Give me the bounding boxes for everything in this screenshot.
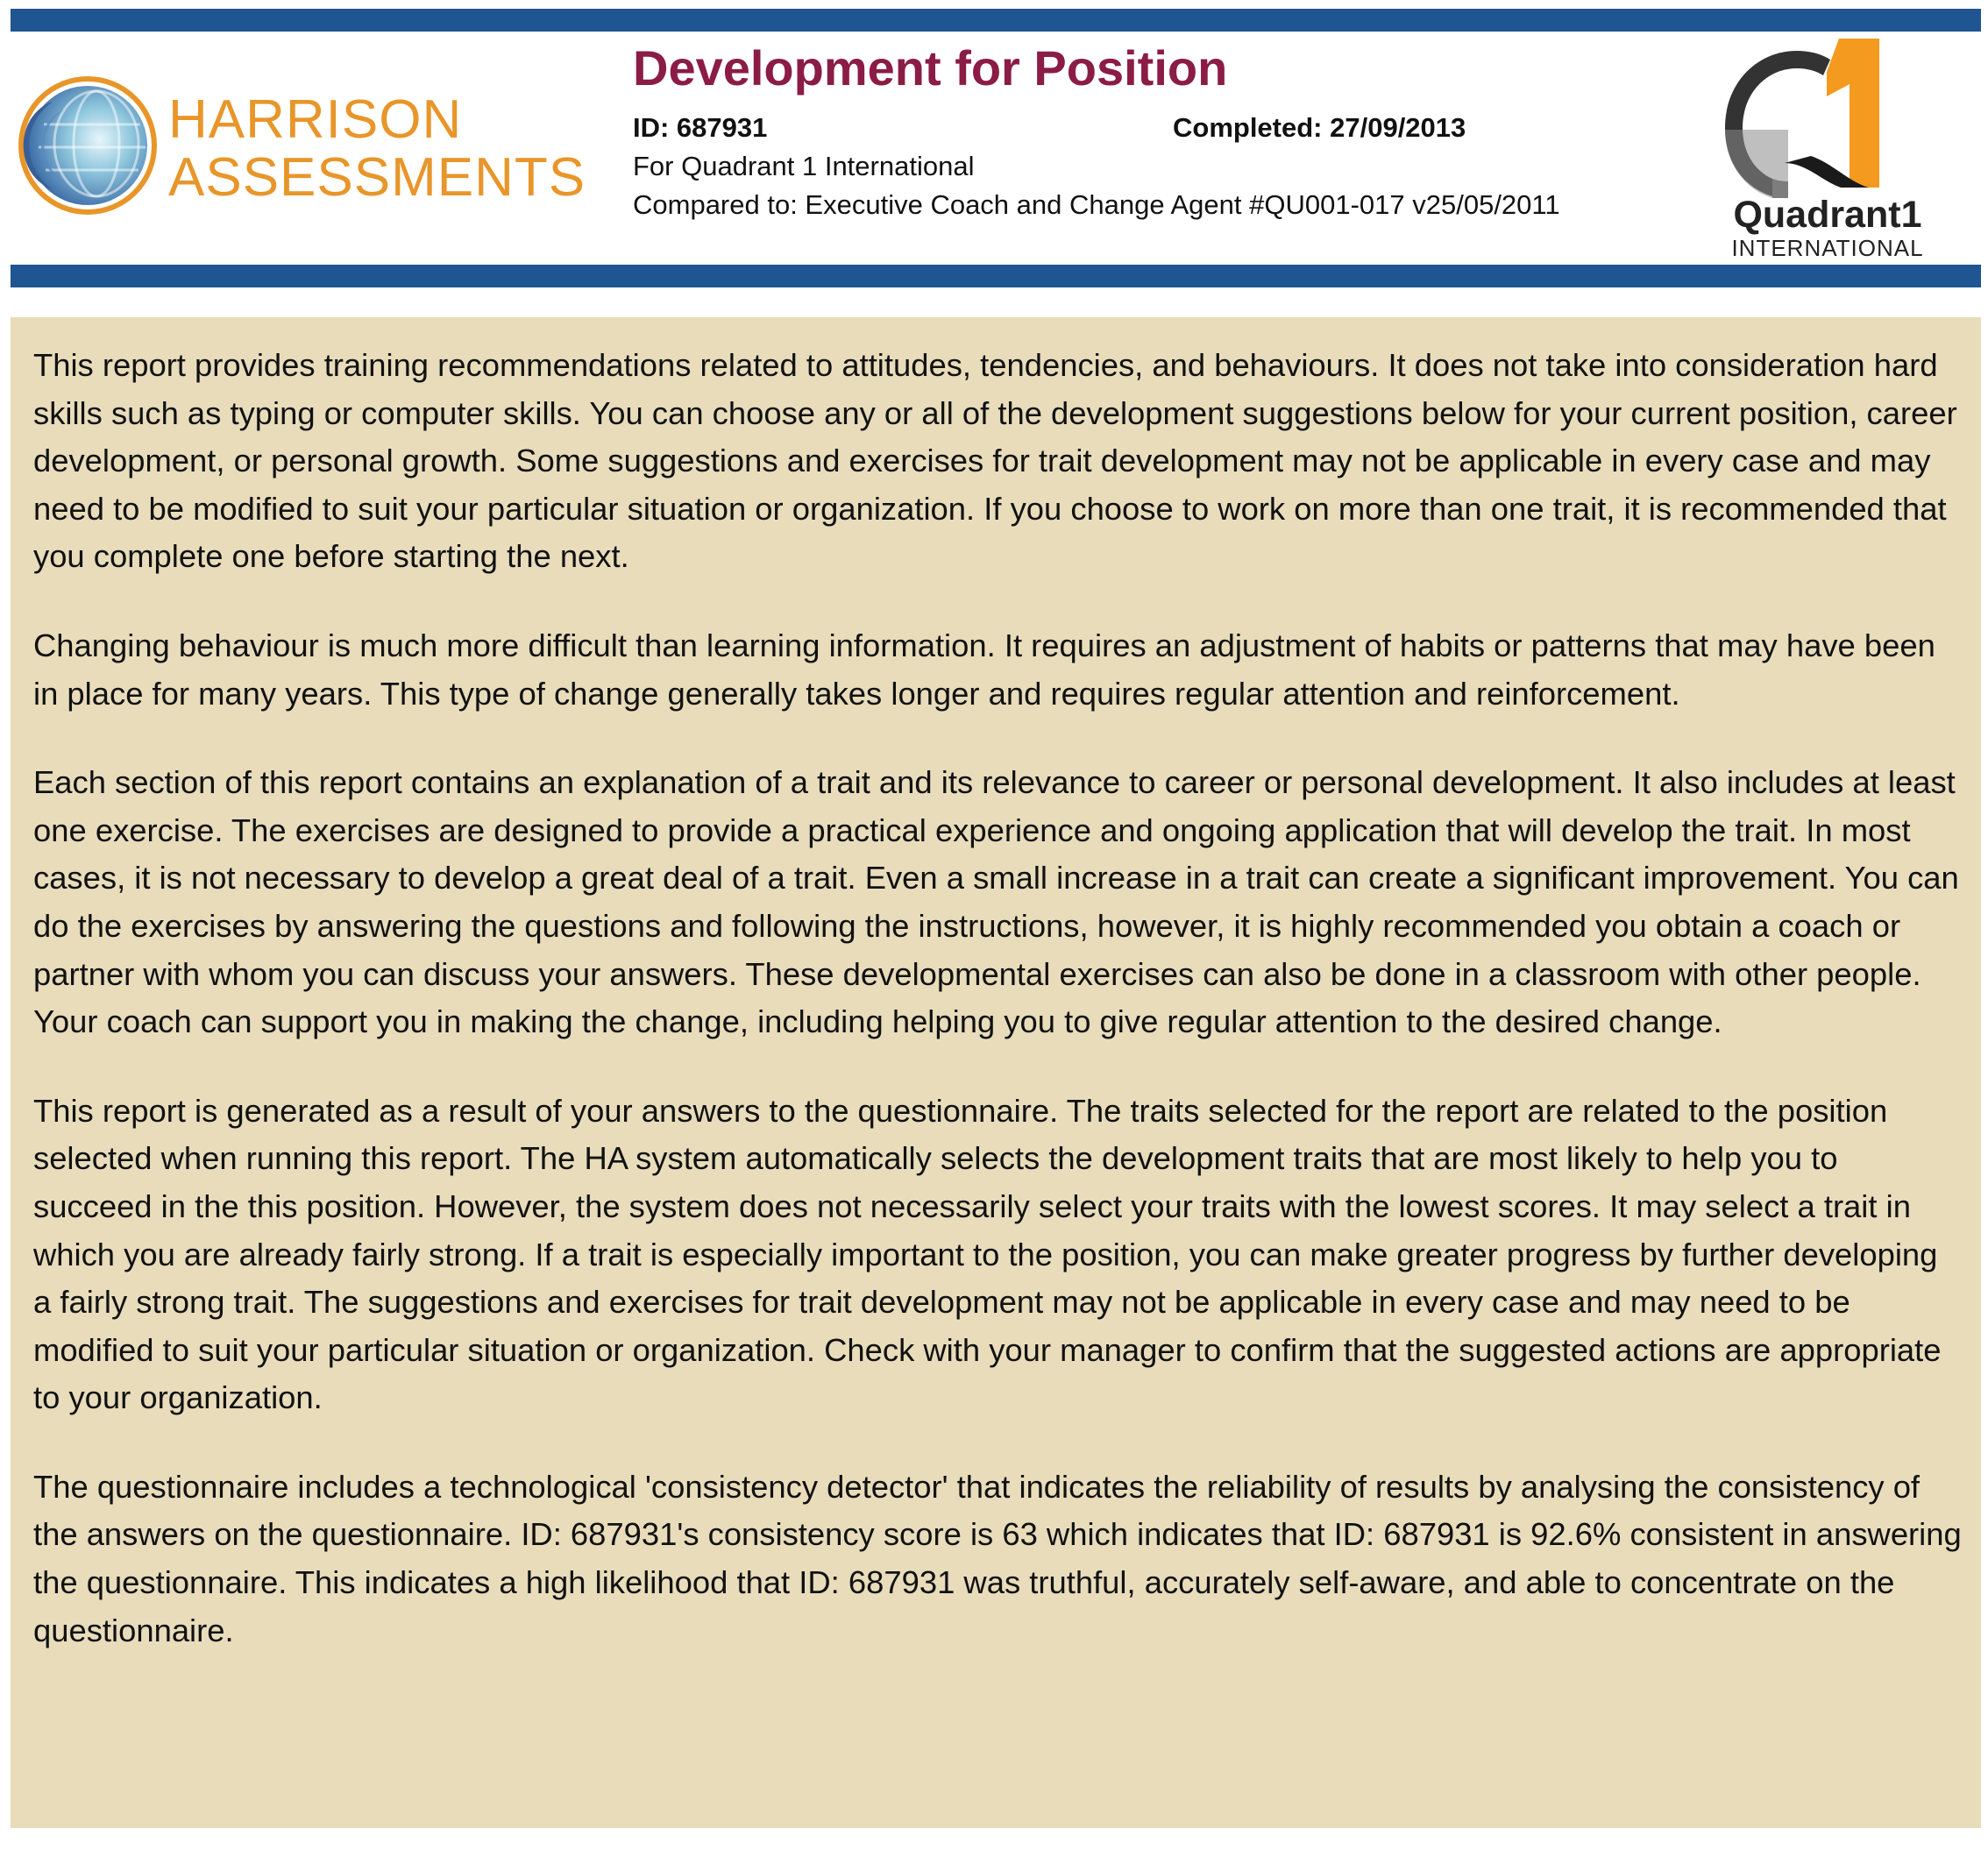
globe-icon <box>18 75 158 216</box>
consistency-paragraph: The questionnaire includes a technological 'consistency detector' that indicates the reliability of results by analysing the consistency of the answers on the questionnaire. ID: 687931's consistency score is 63 which indicates that ID: 687931 is 92.6% consistent in answering the questionnaire. This indicates a high likelihood that ID: 687931 was truthful, accurately self-aware, and able to concentrate on the questionnaire. <box>33 1468 1962 1648</box>
harrison-logo-line2: ASSESSMENTS <box>168 147 586 208</box>
header-top-bar <box>11 9 1981 32</box>
organization-line: For Quadrant 1 International <box>633 151 975 181</box>
behaviour-change-paragraph: Changing behaviour is much more difficult than learning information. It requires an adjustment of habits or patterns that may have been in place for many years. This type of change generally takes longer and requires regular attention and reinforcement. <box>33 627 1935 712</box>
trait-selection-paragraph: This report is generated as a result of your answers to the questionnaire. The traits selected for the report are related to the position selected when running this report. The HA system automatically selects the development traits that are most likely to help you to succeed in the this position. However, the system does not necessarily select your traits with the lowest scores. It may select a trait in which you are already fairly strong. If a trait is especially important to the position, you can make greater progress by further developing a fairly strong trait. The suggestions and exercises for trait development may not be applicable in every case and may need to be modified to suit your particular situation or organization. Check with your manager to confirm that the suggested actions are appropriate to your organization. <box>33 1092 1942 1416</box>
report-sections-paragraph: Each section of this report contains an explanation of a trait and its relevance to career or personal development. It also includes at least one exercise. The exercises are designed to provide a practical experience and ongoing application that will develop the trait. In most cases, it is not necessary to develop a great deal of a trait. Even a small increase in a trait can create a significant improvement. You can do the exercises by answering the questions and following the instructions, however, it is highly recommended you obtain a coach or partner with whom you can discuss your answers. These developmental exercises can also be done in a classroom with other people. Your coach can support you in making the change, including helping you to give regular attention to the desired change. <box>33 764 1959 1040</box>
report-body-panel <box>11 317 1981 1828</box>
quadrant1-logo-name: Quadrant1 <box>1733 194 1922 236</box>
page-title: Development for Position <box>633 40 1228 96</box>
compared-to-line: Compared to: Executive Coach and Change Agent #QU001-017 v25/05/2011 <box>633 189 1560 220</box>
header-bottom-bar <box>11 265 1981 287</box>
completed-date: Completed: 27/09/2013 <box>1173 112 1466 143</box>
harrison-logo-line1: HARRISON <box>168 89 463 150</box>
intro-paragraph: This report provides training recommendations related to attitudes, tendencies, and behaviours. It does not take into consideration hard skills such as typing or computer skills. You can choose any or all of the development suggestions below for your current position, career development, or personal growth. Some suggestions and exercises for trait development may not be applicable in every case and may need to be modified to suit your particular situation or organization. If you choose to work on more than one trait, it is recommended that you complete one before starting the next. <box>33 347 1957 575</box>
harrison-assessments-logo <box>18 75 586 216</box>
quadrant1-logo-subtitle: INTERNATIONAL <box>1731 235 1924 261</box>
candidate-id: ID: 687931 <box>633 112 768 143</box>
report-body-text <box>33 342 1962 1696</box>
